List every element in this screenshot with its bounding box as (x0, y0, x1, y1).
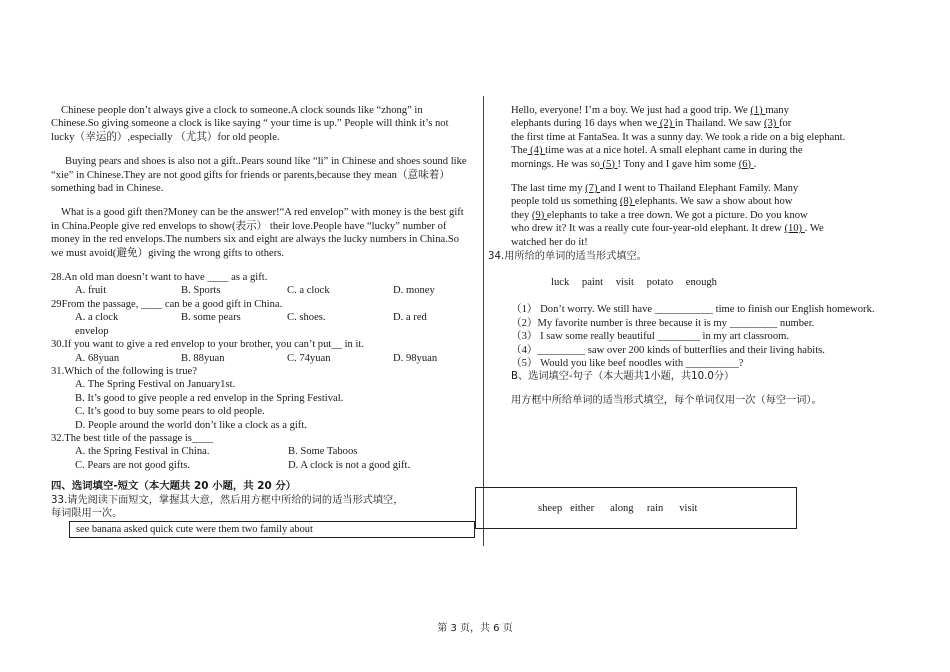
blank-2: (2) (657, 118, 675, 130)
option-d: D. 98yuan (393, 352, 438, 364)
word: luck (551, 277, 570, 288)
options-row (51, 284, 469, 297)
question-stem: 29From the passage, ____ can be a good gift in China. (51, 298, 283, 310)
word: visit (615, 277, 634, 288)
option-c: C. shoes. (287, 312, 326, 324)
option-b: B. It’s good to give people a red envelop in the Spring Festival. (75, 392, 344, 404)
option-a: A. 68yuan (75, 352, 120, 364)
passage-paragraph-2: Buying pears and shoes is also not a gift..Pears sound like “li” in Chinese and shoes sound like “xie” in Chinese.They are not good gifts for friends or parents,because they mean（意味着） something bad in Chinese. (51, 156, 467, 195)
option-d: D. a red (393, 312, 427, 324)
option-d: D. People around the world don’t like a clock as a gift. (75, 419, 307, 431)
option-b: B. 88yuan (181, 352, 225, 364)
text: who drew it? It was a really cute four-year-old elephant. It drew (511, 223, 785, 235)
q34-item-2: （2）My favorite number is three because it is my _________ number. (511, 317, 815, 329)
option-c: C. Pears are not good gifts. (75, 459, 191, 471)
text: in Thailand. We saw (674, 118, 764, 130)
question-stem: 30.If you want to give a red envelop to your brother, you can’t put__ in it. (51, 339, 365, 351)
word: potato (646, 277, 674, 288)
text: elephants to take a tree down. We got a picture. Do you know (546, 209, 808, 221)
option-d: D. money (393, 285, 435, 297)
text: elephants. We saw a show about how (634, 196, 793, 208)
option-d-continued: envelop (75, 325, 109, 337)
options-row (51, 459, 469, 472)
section-4-title: 四、选词填空-短文（本大题共 20 小题，共 20 分） (51, 480, 297, 493)
question-29 (51, 298, 469, 338)
blank-7: (7) (585, 183, 601, 195)
text: the first time at FantaSea. It was a sunny day. We took a ride on a big elephant. (511, 131, 846, 143)
text: time was at a nice hotel. A small elephant came in during the (545, 145, 803, 157)
blank-3: (3) (763, 118, 779, 130)
right-column (511, 104, 903, 249)
q34-section (511, 262, 903, 407)
text: people told us something (511, 196, 620, 208)
blank-5: (5) (599, 158, 618, 170)
blank-9: (9) (531, 209, 547, 221)
word: enough (685, 277, 717, 288)
option-d: D. A clock is not a good gift. (288, 459, 411, 471)
blank-4: (4) (527, 145, 546, 157)
blank-6: (6) (738, 158, 754, 170)
blank-10: (10) (784, 223, 805, 235)
q33-word-list: see banana asked quick cute were them two family about (76, 524, 313, 536)
q33-word-box (69, 521, 475, 538)
option-b: B. Sports (181, 285, 221, 297)
story-paragraph-1 (511, 104, 903, 171)
options-row (51, 352, 469, 365)
word: paint (581, 277, 604, 288)
text: for (778, 118, 792, 130)
text: Hello, everyone! I’m a boy. We just had a good trip. We (511, 105, 751, 116)
q34-item-5: （5） Would you like beef noodles with __________? (511, 358, 744, 370)
q33-instruction: 33.请先阅读下面短文，掌握其大意，然后用方框中所给的词的适当形式填空， (51, 494, 404, 506)
blank-8: (8) (619, 196, 635, 208)
passage-paragraph-3: What is a good gift then?Money can be the answer!“A red envelop” with money is the best gift in China.People give red envelops to show(表示） their love.People have “lucky” number of money in the red envelops.The numbers six and eight are always the lucky numbers in China.So we must avoid(避免）giving the wrong gifts to others. (51, 207, 464, 259)
text: watched her do it! (511, 236, 588, 248)
question-stem: 28.An old man doesn’t want to have ____ as a gift. (51, 272, 268, 284)
passage-paragraph-1: Chinese people don’t always give a clock to someone.A clock sounds like “zhong” in Chinese.So giving someone a clock is like saying “ your time is up.” People will think it’s not lucky（幸运的）,especially （尤其）for old people. (51, 105, 449, 143)
q34-title: 34.用所给的单词的适当形式填空。 (488, 251, 647, 262)
text: The last time my (511, 183, 586, 195)
option-b: B. Some Taboos (288, 446, 358, 458)
column-divider (483, 96, 484, 546)
text: and I went to Thailand Elephant Family. Many (600, 183, 799, 195)
section-b-word-box (475, 487, 797, 529)
text: The (511, 145, 528, 157)
page-footer: 第 3 页，共 6 页 (437, 623, 513, 634)
q34-item-4: （4）_________ saw over 200 kinds of butterflies and their living habits. (511, 344, 825, 356)
options-row (51, 445, 469, 458)
q34-item-3: （3） I saw some really beautiful ________ in my art classroom. (511, 331, 790, 343)
question-stem: 32.The best title of the passage is____ (51, 432, 214, 444)
question-28 (51, 271, 469, 298)
question-stem: 31.Which of the following is true? (51, 365, 197, 377)
section-b-word-list: sheep either along rain visit (538, 503, 698, 514)
text: they (511, 209, 532, 221)
text: mornings. He was so (511, 158, 600, 170)
option-a: A. the Spring Festival in China. (75, 446, 210, 458)
options-row (51, 311, 469, 324)
blank-1: (1) (750, 105, 766, 116)
q33-instruction-continued: 每词限用一次。 (51, 507, 123, 519)
option-a: A. The Spring Festival on January1st. (75, 379, 236, 391)
question-31 (51, 365, 469, 432)
text: many (765, 105, 789, 116)
left-column (51, 104, 469, 538)
text: ! Tony and I gave him some (617, 158, 739, 170)
text: . (753, 158, 757, 170)
option-a: A. fruit (75, 285, 107, 297)
story-paragraph-2 (511, 182, 903, 249)
section-b-instruction: 用方框中所给单词的适当形式填空，每个单词仅用一次（每空一词）。 (511, 394, 822, 406)
option-c: C. a clock (287, 285, 330, 297)
text: elephants during 16 days when we (511, 118, 658, 130)
option-a: A. a clock (75, 312, 119, 324)
option-c: C. It’s good to buy some pears to old people. (75, 406, 265, 418)
q34-item-1: （1） Don’t worry. We still have ___________ time to finish our English homework. (511, 304, 875, 316)
q34-word-list (551, 276, 903, 289)
question-30 (51, 338, 469, 365)
text: . We (804, 223, 824, 235)
option-b: B. some pears (181, 312, 241, 324)
section-b-title: B、选词填空-句子（本大题共1小题，共10.0分） (511, 371, 735, 383)
option-c: C. 74yuan (287, 352, 331, 364)
question-32 (51, 432, 469, 472)
